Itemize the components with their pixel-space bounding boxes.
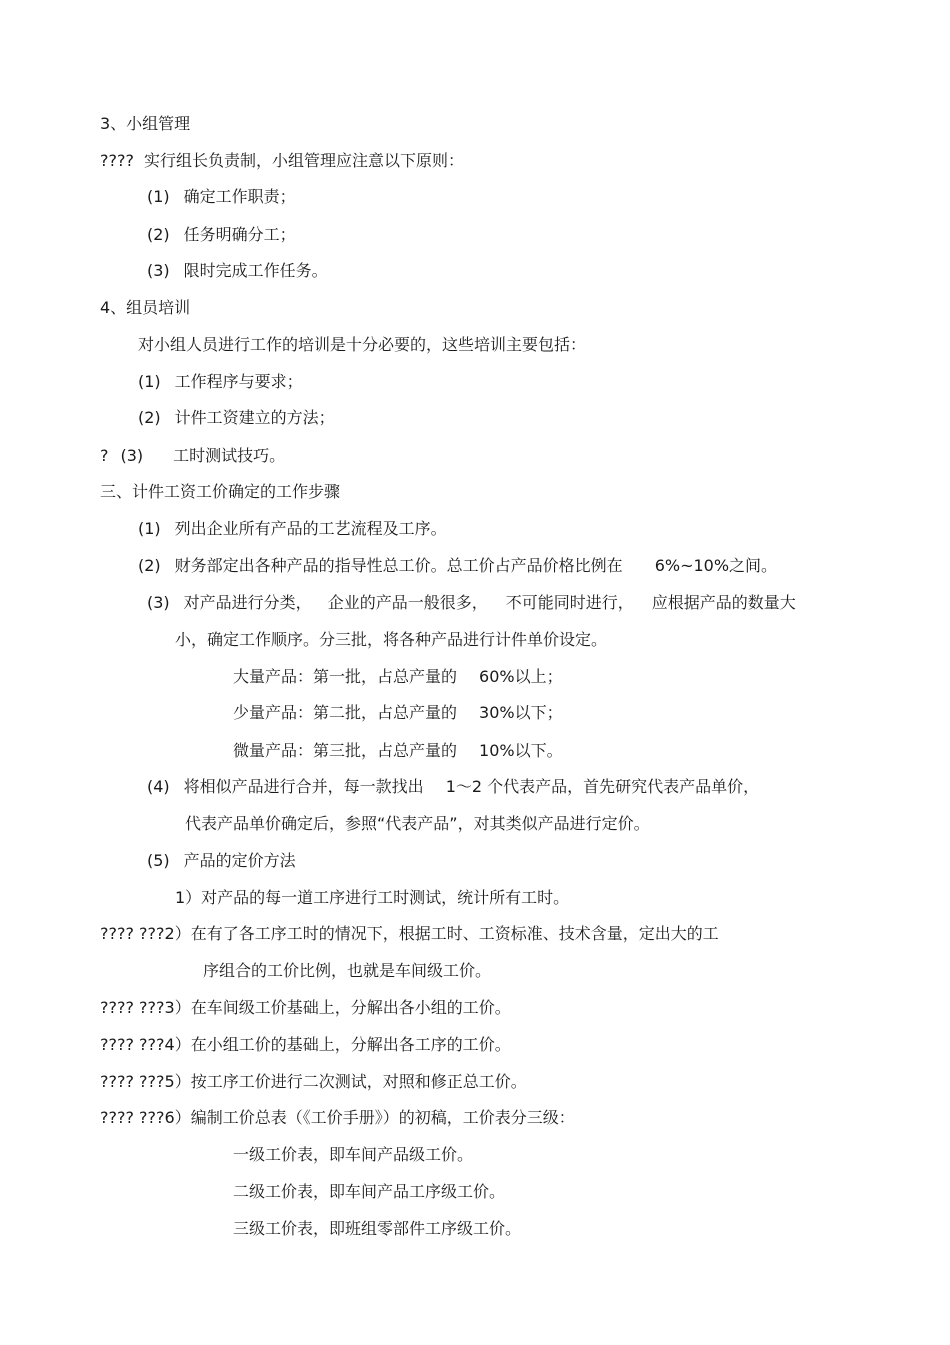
sub-step: 1）对产品的每一道工序进行工时测试，统计所有工时。: [175, 888, 570, 907]
list-item: ? (3) 工时测试技巧。: [100, 446, 286, 465]
sub-step-continuation: 序组合的工价比例，也就是车间级工价。: [203, 961, 492, 980]
heading-three-steps: 三、计件工资工价确定的工作步骤: [100, 482, 341, 501]
list-item: (2) 任务明确分工；: [147, 225, 296, 244]
sub-step: ???? ???4）在小组工价的基础上，分解出各工序的工价。: [100, 1035, 511, 1054]
batch-line: 少量产品：第二批，占总产量的 30%以下；: [233, 703, 563, 722]
price-table-level: 二级工价表，即车间产品工序级工价。: [233, 1182, 506, 1201]
step-continuation: 小，确定工作顺序。分三批，将各种产品进行计件单价设定。: [175, 630, 608, 649]
price-table-level: 三级工价表，即班组零部件工序级工价。: [233, 1219, 522, 1238]
batch-line: 大量产品：第一批，占总产量的 60%以上；: [233, 667, 563, 686]
step-item: (5) 产品的定价方法: [147, 851, 296, 870]
sub-step: ???? ???3）在车间级工价基础上，分解出各小组的工价。: [100, 998, 511, 1017]
batch-line: 微量产品：第三批，占总产量的 10%以下。: [233, 741, 563, 760]
step-item: (3) 对产品进行分类， 企业的产品一般很多， 不可能同时进行， 应根据产品的数量大: [147, 593, 796, 612]
sub-step: ???? ???2）在有了各工序工时的情况下，根据工时、工资标准、技术含量，定出大的工: [100, 924, 719, 943]
step-item: (1) 列出企业所有产品的工艺流程及工序。: [138, 519, 447, 538]
list-item: (2) 计件工资建立的方法；: [138, 408, 335, 427]
sub-step: ???? ???6）编制工价总表（《工价手册》）的初稿，工价表分三级：: [100, 1108, 575, 1127]
step-item: (2) 财务部定出各种产品的指导性总工价。总工价占产品价格比例在 6%~10%之间。: [138, 556, 778, 575]
price-table-level: 一级工价表，即车间产品级工价。: [233, 1145, 474, 1164]
garbled-prefix: ????: [100, 151, 134, 170]
heading-3-group-management: 3、小组管理: [100, 114, 191, 133]
paragraph-group-management-intro: [100, 150, 464, 172]
step-item: (4) 将相似产品进行合并，每一款找出 1～2 个代表产品，首先研究代表产品单价，: [147, 777, 760, 796]
sub-step: ???? ???5）按工序工价进行二次测试，对照和修正总工价。: [100, 1072, 527, 1091]
paragraph-training-intro: 对小组人员进行工作的培训是十分必要的，这些培训主要包括：: [138, 335, 587, 354]
step-continuation: 代表产品单价确定后，参照“代表产品”，对其类似产品进行定价。: [185, 814, 650, 833]
heading-4-member-training: 4、组员培训: [100, 298, 191, 317]
intro-text: 实行组长负责制，小组管理应注意以下原则：: [143, 151, 464, 170]
list-item: (1) 工作程序与要求；: [138, 372, 303, 391]
list-item: (1) 确定工作职责；: [147, 187, 296, 206]
list-item: (3) 限时完成工作任务。: [147, 261, 328, 280]
